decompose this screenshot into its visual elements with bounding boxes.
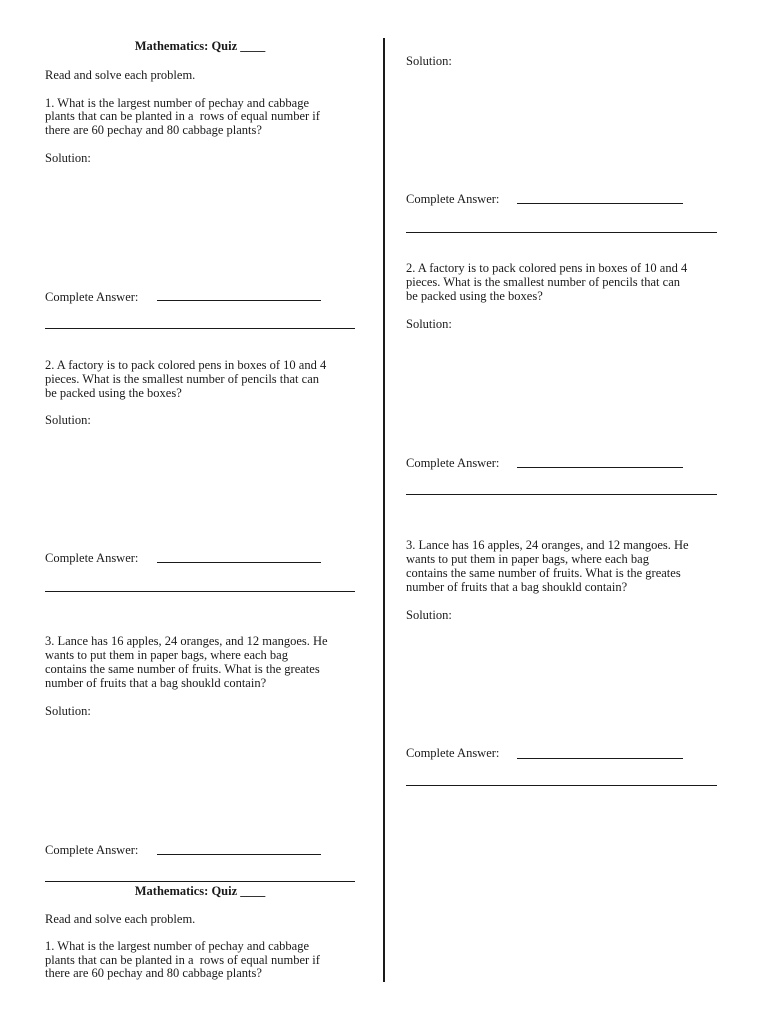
solution-label: Solution: (406, 54, 452, 68)
complete-answer-label: Complete Answer: (406, 192, 500, 206)
complete-answer-label: Complete Answer: (406, 746, 500, 760)
answer-line[interactable] (406, 232, 717, 233)
answer-blank[interactable] (517, 203, 683, 204)
answer-line[interactable] (45, 591, 355, 592)
problem-line: number of fruits that a bag shoukld contain? (45, 676, 267, 690)
instructions: Read and solve each problem. (45, 68, 196, 82)
problem-line: be packed using the boxes? (45, 386, 182, 400)
solution-label: Solution: (45, 413, 91, 427)
complete-answer-label: Complete Answer: (45, 843, 139, 857)
answer-line[interactable] (406, 785, 717, 786)
instructions: Read and solve each problem. (45, 912, 196, 926)
complete-answer-label: Complete Answer: (406, 456, 500, 470)
answer-line[interactable] (45, 881, 355, 882)
problem-line: 3. Lance has 16 apples, 24 oranges, and 12 mangoes. He (45, 634, 328, 648)
problem-line: 2. A factory is to pack colored pens in boxes of 10 and 4 (45, 358, 327, 372)
quiz-title: Mathematics: Quiz ____ (134, 884, 266, 898)
answer-blank[interactable] (157, 854, 321, 855)
problem-line: 2. A factory is to pack colored pens in boxes of 10 and 4 (406, 261, 688, 275)
problem-line: pieces. What is the smallest number of pencils that can (45, 372, 319, 386)
problem-line: be packed using the boxes? (406, 289, 543, 303)
column-divider (383, 38, 385, 982)
solution-label: Solution: (406, 608, 452, 622)
problem-line: 3. Lance has 16 apples, 24 oranges, and 12 mangoes. He (406, 538, 689, 552)
problem-line: plants that can be planted in a rows of equal number if (45, 953, 320, 967)
problem-line: 1. What is the largest number of pechay and cabbage (45, 96, 310, 110)
answer-blank[interactable] (517, 467, 683, 468)
problem-line: contains the same number of fruits. What is the greates (45, 662, 320, 676)
answer-blank[interactable] (157, 562, 321, 563)
problem-line: wants to put them in paper bags, where each bag (406, 552, 649, 566)
answer-blank[interactable] (517, 758, 683, 759)
quiz-title: Mathematics: Quiz ____ (134, 39, 266, 53)
solution-label: Solution: (406, 317, 452, 331)
answer-blank[interactable] (157, 300, 321, 301)
answer-line[interactable] (45, 328, 355, 329)
problem-line: number of fruits that a bag shoukld contain? (406, 580, 628, 594)
problem-line: 1. What is the largest number of pechay and cabbage (45, 939, 310, 953)
problem-line: wants to put them in paper bags, where each bag (45, 648, 288, 662)
solution-label: Solution: (45, 704, 91, 718)
problem-line: there are 60 pechay and 80 cabbage plants? (45, 123, 262, 137)
answer-line[interactable] (406, 494, 717, 495)
solution-label: Solution: (45, 151, 91, 165)
problem-line: there are 60 pechay and 80 cabbage plants? (45, 966, 262, 980)
complete-answer-label: Complete Answer: (45, 551, 139, 565)
problem-line: contains the same number of fruits. What is the greates (406, 566, 681, 580)
complete-answer-label: Complete Answer: (45, 290, 139, 304)
problem-line: pieces. What is the smallest number of pencils that can (406, 275, 680, 289)
problem-line: plants that can be planted in a rows of equal number if (45, 109, 320, 123)
